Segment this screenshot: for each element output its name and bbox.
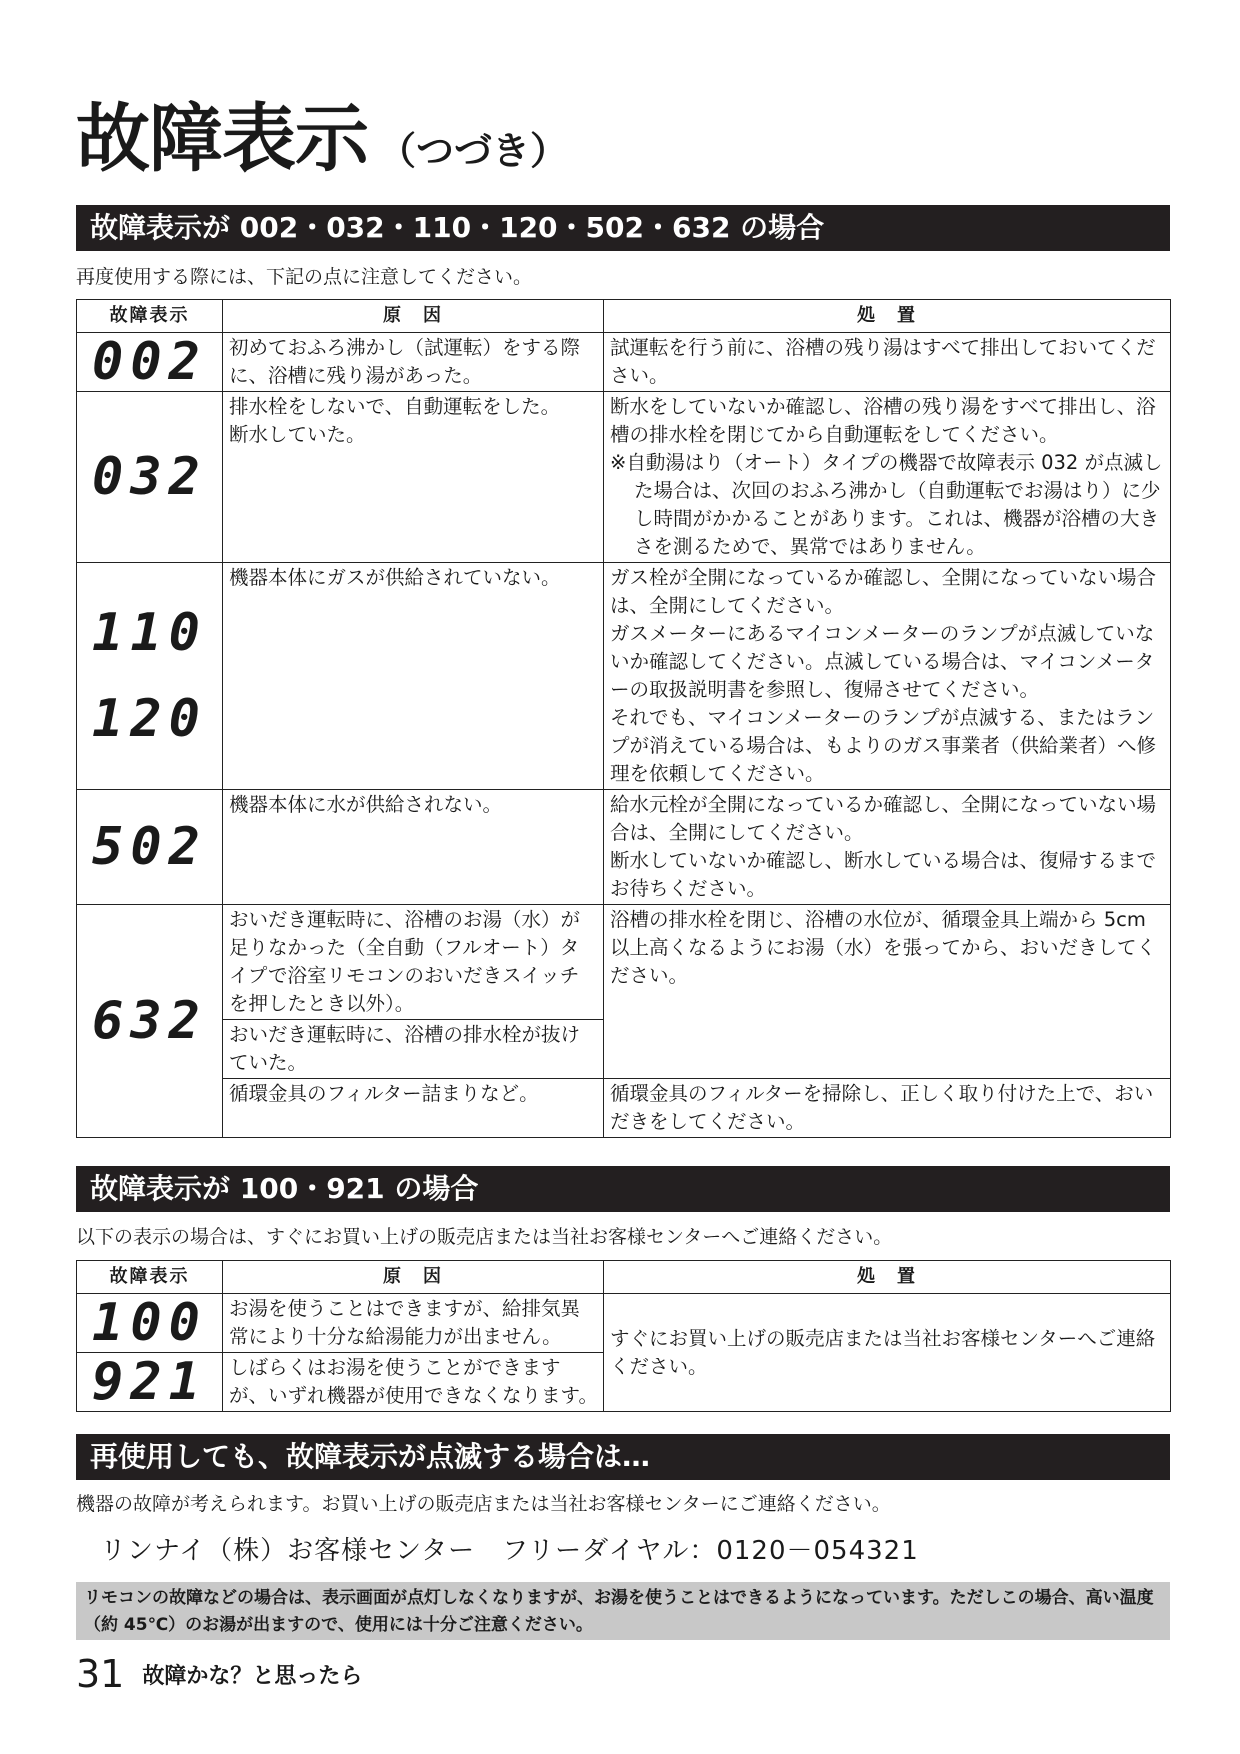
fault-table-1 — [76, 299, 1171, 1138]
fault-code-cell — [77, 1353, 223, 1412]
cause-cell: しばらくはお湯を使うことができますが、いずれ機器が使用できなくなります。 — [223, 1353, 604, 1412]
column-header-cause: 原 因 — [223, 1261, 604, 1294]
cause-line: 断水していた。 — [229, 423, 366, 446]
fault-code-632: 632 — [92, 991, 207, 1051]
table-header-row — [77, 300, 1171, 333]
section-header-3: 再使用しても、故障表示が点滅する場合は… — [76, 1434, 1170, 1480]
action-cell: 浴槽の排水栓を閉じ、浴槽の水位が、循環金具上端から 5cm 以上高くなるようにお湯（水）を張ってから、おいだきしてください。 — [604, 905, 1171, 1079]
cause-cell: お湯を使うことはできますが、給排気異常により十分な給湯能力が出ません。 — [223, 1294, 604, 1353]
table-row — [77, 1079, 1171, 1138]
cause-cell: 循環金具のフィルター詰まりなど。 — [223, 1079, 604, 1138]
action-note: ※自動湯はり（オート）タイプの機器で故障表示 032 が点滅した場合は、次回のおふろ沸かし（自動運転でお湯はり）に少し時間がかかることがあります。これは、機器が浴槽の大きさを測るためで、異常ではありません。 — [610, 451, 1163, 558]
table-row — [77, 392, 1171, 563]
table-header-row — [77, 1261, 1171, 1294]
fault-code-cell — [77, 1294, 223, 1353]
action-line: ガス栓が全開になっているか確認し、全開になっていない場合は、全開にしてください。 — [610, 566, 1157, 617]
section-note-2: 以下の表示の場合は、すぐにお買い上げの販売店または当社お客様センターへご連絡ください。 — [76, 1226, 893, 1248]
fault-code-100: 100 — [92, 1293, 207, 1353]
page-title-main: 故障表示 — [76, 96, 368, 182]
cause-cell: 初めておふろ沸かし（試運転）をする際に、浴槽に残り湯があった。 — [223, 333, 604, 392]
table-row — [77, 1294, 1171, 1353]
column-header-action: 処 置 — [604, 1261, 1171, 1294]
fault-code-002: 002 — [92, 332, 207, 392]
table-row — [77, 563, 1171, 790]
table-row — [77, 790, 1171, 905]
table-row — [77, 333, 1171, 392]
fault-code-502: 502 — [92, 817, 207, 877]
action-line: 給水元栓が全開になっているか確認し、全開になっていない場合は、全開にしてください。 — [610, 793, 1157, 844]
table-row — [77, 905, 1171, 1020]
cause-line: 排水栓をしないで、自動運転をした。 — [229, 395, 561, 418]
section-header-1: 故障表示が 002・032・110・120・502・632 の場合 — [76, 205, 1170, 251]
section-note-1: 再度使用する際には、下記の点に注意してください。 — [76, 266, 533, 288]
customer-center-hotline: リンナイ（株）お客様センター フリーダイヤル：0120－054321 — [100, 1536, 919, 1566]
fault-code-921: 921 — [92, 1352, 207, 1412]
action-cell: 試運転を行う前に、浴槽の残り湯はすべて排出しておいてください。 — [604, 333, 1171, 392]
action-line: それでも、マイコンメーターのランプが点滅する、またはランプが消えている場合は、もよりのガス事業者（供給業者）へ修理を依頼してください。 — [610, 706, 1157, 785]
page-footer — [76, 1652, 362, 1696]
fault-code-cell — [77, 333, 223, 392]
page-title — [76, 80, 568, 186]
column-header-action: 処 置 — [604, 300, 1171, 333]
remote-failure-notice: リモコンの故障などの場合は、表示画面が点灯しなくなりますが、お湯を使うことはできるようになっています。ただしこの場合、高い温度（約 45℃）のお湯が出ますので、使用には十分ご注意ください。 — [76, 1582, 1170, 1640]
fault-code-cell — [77, 790, 223, 905]
fault-code-cell — [77, 563, 223, 790]
action-cell — [604, 563, 1171, 790]
fault-code-cell — [77, 392, 223, 563]
column-header-cause: 原 因 — [223, 300, 604, 333]
fault-code-cell — [77, 905, 223, 1138]
action-cell: すぐにお買い上げの販売店または当社お客様センターへご連絡ください。 — [604, 1294, 1171, 1412]
cause-cell: 機器本体にガスが供給されていない。 — [223, 563, 604, 790]
section-header-2: 故障表示が 100・921 の場合 — [76, 1166, 1170, 1212]
fault-code-120: 120 — [92, 689, 207, 749]
cause-cell: 機器本体に水が供給されない。 — [223, 790, 604, 905]
footer-section-label: 故障かな？と思ったら — [142, 1663, 363, 1689]
action-line: ガスメーターにあるマイコンメーターのランプが点滅していないか確認してください。点滅している場合は、マイコンメーターの取扱説明書を参照し、復帰させてください。 — [610, 622, 1155, 701]
fault-code-032: 032 — [92, 447, 207, 507]
cause-cell: おいだき運転時に、浴槽のお湯（水）が足りなかった（全自動（フルオート）タイプで浴室リモコンのおいだきスイッチを押したとき以外）。 — [223, 905, 604, 1020]
column-header-code: 故障表示 — [77, 1261, 223, 1294]
section-note-3: 機器の故障が考えられます。お買い上げの販売店または当社お客様センターにご連絡ください。 — [76, 1493, 891, 1515]
page-number: 31 — [76, 1652, 125, 1696]
action-line: 断水していないか確認し、断水している場合は、復帰するまでお待ちください。 — [610, 849, 1157, 900]
column-header-code: 故障表示 — [77, 300, 223, 333]
cause-cell: おいだき運転時に、浴槽の排水栓が抜けていた。 — [223, 1020, 604, 1079]
fault-code-110: 110 — [92, 603, 207, 663]
action-cell — [604, 392, 1171, 563]
action-cell — [604, 790, 1171, 905]
page-title-sub: （つづき） — [378, 129, 569, 173]
action-text: 断水をしていないか確認し、浴槽の残り湯をすべて排出し、浴槽の排水栓を閉じてから自動運転をしてください。 — [610, 395, 1156, 446]
cause-cell — [223, 392, 604, 563]
action-cell: 循環金具のフィルターを掃除し、正しく取り付けた上で、おいだきをしてください。 — [604, 1079, 1171, 1138]
fault-table-2 — [76, 1260, 1171, 1412]
